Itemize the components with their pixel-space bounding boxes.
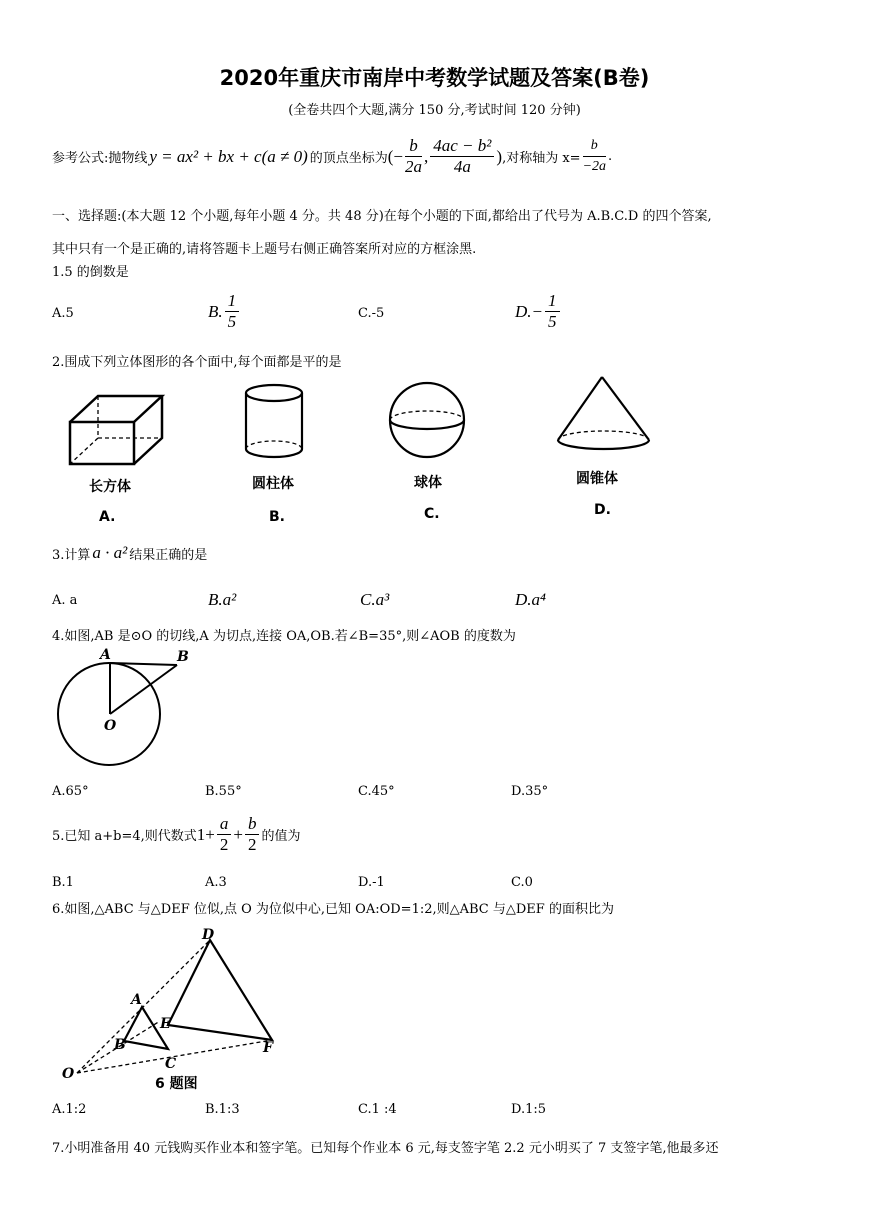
q5-fraction-b-numerator: b (245, 814, 260, 835)
q4-stem: 4.如图,AB 是⊙O 的切线,A 为切点,连接 OA,OB.若∠B=35°,则∠AOB 的度数为 (52, 629, 516, 644)
vertex-x-numerator: b (405, 136, 422, 157)
q5-plus: + (233, 824, 243, 844)
figure-d-letter: D. (594, 502, 611, 518)
page-subtitle: (全卷共四个大题,满分 150 分,考试时间 120 分钟) (288, 103, 581, 118)
q5-fraction-b-denominator: 2 (247, 835, 257, 854)
vertex-x-denominator: 2a (405, 157, 423, 176)
q1-option-d (515, 291, 562, 332)
formula-expr: y = ax² + bx + c(a ≠ 0) (149, 146, 308, 166)
q5-one-plus: 1+ (196, 824, 215, 844)
page-title: 2020年重庆市南岸中考数学试题及答案(B卷) (219, 66, 650, 90)
vertex-close: ) (496, 146, 503, 166)
cylinder-figure (244, 383, 304, 463)
q4-label-o: O (104, 718, 117, 734)
vertex-y-denominator: 4a (453, 157, 471, 176)
q3-option-a: A. a (52, 593, 78, 608)
q1-d-denominator: 5 (548, 312, 557, 331)
q3-option-b: B.a² (208, 590, 237, 609)
cone-figure (553, 374, 655, 464)
q6-label-a: A (131, 992, 142, 1008)
q5-fraction-a-numerator: a (217, 814, 232, 835)
q6-option-c: C.1 :4 (358, 1102, 397, 1117)
q5-stem (52, 814, 301, 855)
q1-option-d-fraction (545, 291, 560, 332)
q6-label-f: F (263, 1040, 273, 1056)
q5-option-4: C.0 (511, 875, 533, 890)
q7-stem: 7.小明准备用 40 元钱购买作业本和签字笔。已知每个作业本 6 元,每支签字笔 2.2 元小明买了 7 支签字笔,他最多还 (52, 1141, 719, 1156)
q6-option-a: A.1:2 (52, 1102, 87, 1117)
q5-option-3: D.-1 (358, 875, 385, 890)
q5-stem-suffix: 的值为 (261, 829, 301, 844)
q1-option-b (208, 291, 241, 332)
q4-label-a: A (100, 647, 111, 663)
q3-stem-expr: a · a² (92, 543, 128, 562)
q6-label-c: C (165, 1056, 177, 1072)
q1-option-a: A.5 (52, 306, 74, 321)
vertex-open: (− (387, 146, 404, 166)
section1-line1: 一、选择题:(本大题 12 个小题,每年小题 4 分。共 48 分)在每个小题的下面,都给出了代号为 A.B.C.D 的四个答案, (52, 209, 712, 224)
q6-stem: 6.如图,△ABC 与△DEF 位似,点 O 为位似中心,已知 OA:OD=1:2,则△ABC 与△DEF 的面积比为 (52, 902, 614, 917)
q1-option-b-prefix: B. (208, 301, 223, 321)
q3-option-c: C.a³ (360, 590, 390, 609)
q4-circle-figure (55, 645, 205, 780)
q5-stem-prefix: 5.已知 a+b=4,则代数式 (52, 829, 197, 844)
q3-stem-suffix: 结果正确的是 (129, 547, 208, 563)
q3-stem-prefix: 3.计算 (52, 547, 91, 563)
figure-a-letter: A. (99, 509, 116, 525)
vertex-y-fraction (430, 136, 494, 177)
q1-d-numerator: 1 (545, 291, 560, 312)
q6-label-e: E (160, 1016, 171, 1032)
q3-stem (52, 543, 207, 563)
figure-c-name: 球体 (414, 475, 442, 491)
q1-b-numerator: 1 (225, 291, 240, 312)
q4-label-b: B (177, 649, 189, 665)
figure-b-name: 圆柱体 (252, 476, 294, 492)
q4-option-a: A.65° (52, 784, 89, 799)
sphere-figure (387, 380, 467, 460)
q6-label-o: O (62, 1066, 75, 1082)
vertex-x-fraction (405, 136, 422, 177)
axis-fraction (583, 136, 606, 177)
figure-b-letter: B. (269, 509, 285, 525)
q1-option-c: C.-5 (358, 306, 385, 321)
q6-label-d: D (202, 927, 215, 943)
vertex-y-numerator: 4ac − b² (430, 136, 494, 157)
figure-c-letter: C. (424, 506, 440, 522)
vertex-comma: , (424, 146, 429, 166)
q3-option-d: D.a⁴ (515, 590, 546, 609)
q2-stem: 2.围成下列立体图形的各个面中,每个面都是平的是 (52, 355, 342, 370)
figure-a-name: 长方体 (89, 479, 131, 495)
q6-caption: 6 题图 (155, 1076, 198, 1092)
q1-option-b-fraction (225, 291, 240, 332)
q4-option-d: D.35° (511, 784, 549, 799)
axis-denominator: −2a (582, 159, 607, 174)
reference-formula (52, 136, 612, 177)
q5-option-1: B.1 (52, 875, 74, 890)
q6-option-d: D.1:5 (511, 1102, 547, 1117)
axis-text: ,对称轴为 x= (502, 151, 581, 166)
q1-stem: 1.5 的倒数是 (52, 265, 129, 280)
formula-prefix: 参考公式:抛物线 (52, 151, 148, 166)
formula-end: . (608, 149, 613, 164)
q1-option-d-prefix: D.− (515, 301, 543, 321)
q5-fraction-b (245, 814, 260, 855)
section1-line2: 其中只有一个是正确的,请将答题卡上题号右侧正确答案所对应的方框涂黑. (52, 242, 477, 257)
cuboid-figure (66, 392, 166, 472)
q5-fraction-a (217, 814, 232, 855)
figure-d-name: 圆锥体 (576, 471, 618, 487)
q5-option-2: A.3 (205, 875, 227, 890)
q6-option-b: B.1:3 (205, 1102, 240, 1117)
q4-option-c: C.45° (358, 784, 395, 799)
q4-option-b: B.55° (205, 784, 242, 799)
axis-numerator: b (583, 136, 606, 157)
q5-fraction-a-denominator: 2 (219, 835, 229, 854)
formula-mid: 的顶点坐标为 (309, 151, 388, 166)
q6-label-b: B (114, 1037, 126, 1053)
q1-b-denominator: 5 (227, 312, 237, 331)
